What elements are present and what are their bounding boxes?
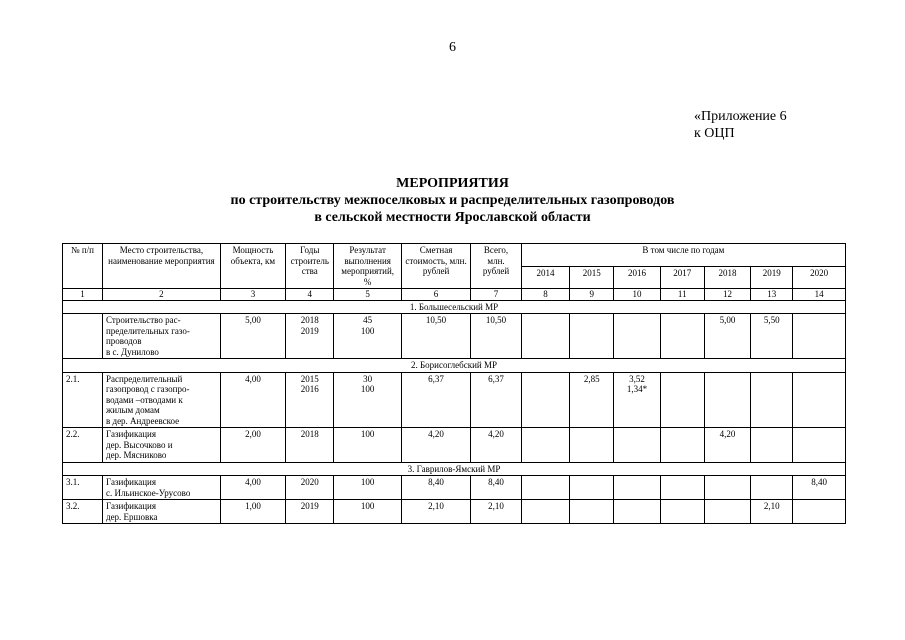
header-years: Годы строительства xyxy=(286,244,334,289)
cell-total: 10,50 xyxy=(471,314,522,359)
cell-estimate: 10,50 xyxy=(401,314,470,359)
cell-num xyxy=(63,314,103,359)
cell-place: Газификация дер. Ершовка xyxy=(102,500,220,524)
cell-y2016 xyxy=(614,500,660,524)
cell-total: 6,37 xyxy=(471,372,522,428)
cell-num: 2.2. xyxy=(63,428,103,463)
cell-y2019: 5,50 xyxy=(751,314,793,359)
cell-years: 2018 xyxy=(286,428,334,463)
cell-y2018: 4,20 xyxy=(704,428,750,463)
cell-y2020 xyxy=(793,372,846,428)
header-year-2019: 2019 xyxy=(751,266,793,289)
title-line-1: МЕРОПРИЯТИЯ xyxy=(396,176,509,191)
cell-result: 100 xyxy=(334,500,401,524)
column-number-13: 13 xyxy=(751,289,793,301)
district-title: 2. Борисоглебский МР xyxy=(63,359,846,373)
cell-estimate: 8,40 xyxy=(401,476,470,500)
cell-result: 100 xyxy=(334,428,401,463)
cell-place: Газификация с. Ильинское-Урусово xyxy=(102,476,220,500)
cell-estimate: 2,10 xyxy=(401,500,470,524)
header-estimate: Сметная стоимость, млн. рублей xyxy=(401,244,470,289)
measures-table xyxy=(62,243,846,524)
appendix-line-1: «Приложение 6 xyxy=(694,109,787,124)
cell-y2015 xyxy=(570,314,614,359)
cell-y2018 xyxy=(704,372,750,428)
column-number-12: 12 xyxy=(704,289,750,301)
cell-result: 100 xyxy=(334,476,401,500)
cell-y2014 xyxy=(521,372,569,428)
cell-place: Строительство рас- пределительных газо- проводов в с. Дунилово xyxy=(102,314,220,359)
header-total: Всего, млн. рублей xyxy=(471,244,522,289)
cell-y2015 xyxy=(570,476,614,500)
cell-years: 2019 xyxy=(286,500,334,524)
header-year-2017: 2017 xyxy=(660,266,704,289)
header-place: Место строительства, наименование мероприятия xyxy=(102,244,220,289)
title-line-2: по строительству межпоселковых и распределительных газопроводов xyxy=(230,193,675,208)
table-row xyxy=(63,372,846,428)
cell-num: 3.2. xyxy=(63,500,103,524)
cell-place: Распределительный газопровод с газопро- водами –отводами к жилым домам в дер. Андреевское xyxy=(102,372,220,428)
district-row xyxy=(63,359,846,373)
header-year-2016: 2016 xyxy=(614,266,660,289)
cell-y2017 xyxy=(660,500,704,524)
header-by-years: В том числе по годам xyxy=(521,244,845,267)
cell-capacity: 5,00 xyxy=(220,314,285,359)
header-result: Результат выполнения мероприятий, % xyxy=(334,244,401,289)
table-row xyxy=(63,500,846,524)
cell-capacity: 4,00 xyxy=(220,476,285,500)
cell-y2020: 8,40 xyxy=(793,476,846,500)
cell-total: 4,20 xyxy=(471,428,522,463)
cell-y2019 xyxy=(751,476,793,500)
cell-y2020 xyxy=(793,428,846,463)
appendix-note xyxy=(694,108,787,142)
header-year-2015: 2015 xyxy=(570,266,614,289)
cell-y2018: 5,00 xyxy=(704,314,750,359)
column-number-1: 1 xyxy=(63,289,103,301)
cell-y2017 xyxy=(660,372,704,428)
cell-years: 2018 2019 xyxy=(286,314,334,359)
table-body xyxy=(63,289,846,524)
district-row xyxy=(63,462,846,476)
cell-y2017 xyxy=(660,476,704,500)
cell-capacity: 2,00 xyxy=(220,428,285,463)
cell-total: 2,10 xyxy=(471,500,522,524)
cell-place: Газификация дер. Высочково и дер. Мясниково xyxy=(102,428,220,463)
district-title: 1. Большесельский МР xyxy=(63,300,846,314)
header-year-2020: 2020 xyxy=(793,266,846,289)
cell-y2018 xyxy=(704,476,750,500)
cell-y2014 xyxy=(521,476,569,500)
cell-y2015 xyxy=(570,428,614,463)
cell-y2017 xyxy=(660,428,704,463)
cell-y2014 xyxy=(521,428,569,463)
cell-total: 8,40 xyxy=(471,476,522,500)
cell-y2018 xyxy=(704,500,750,524)
cell-capacity: 4,00 xyxy=(220,372,285,428)
cell-y2016: 3,52 1,34* xyxy=(614,372,660,428)
cell-years: 2015 2016 xyxy=(286,372,334,428)
cell-estimate: 6,37 xyxy=(401,372,470,428)
column-number-5: 5 xyxy=(334,289,401,301)
cell-y2019 xyxy=(751,428,793,463)
column-number-10: 10 xyxy=(614,289,660,301)
column-number-3: 3 xyxy=(220,289,285,301)
cell-y2016 xyxy=(614,428,660,463)
table-row xyxy=(63,428,846,463)
column-number-7: 7 xyxy=(471,289,522,301)
cell-y2019: 2,10 xyxy=(751,500,793,524)
cell-y2019 xyxy=(751,372,793,428)
title-line-3: в сельской местности Ярославской области xyxy=(314,210,591,225)
cell-y2020 xyxy=(793,314,846,359)
cell-estimate: 4,20 xyxy=(401,428,470,463)
header-capacity: Мощность объекта, км xyxy=(220,244,285,289)
cell-num: 3.1. xyxy=(63,476,103,500)
cell-y2015 xyxy=(570,500,614,524)
column-number-9: 9 xyxy=(570,289,614,301)
table-row xyxy=(63,476,846,500)
cell-years: 2020 xyxy=(286,476,334,500)
cell-result: 30 100 xyxy=(334,372,401,428)
header-year-2014: 2014 xyxy=(521,266,569,289)
district-title: 3. Гаврилов-Ямский МР xyxy=(63,462,846,476)
column-number-6: 6 xyxy=(401,289,470,301)
column-number-2: 2 xyxy=(102,289,220,301)
cell-y2016 xyxy=(614,314,660,359)
district-row xyxy=(63,300,846,314)
header-row xyxy=(63,244,846,267)
table-row xyxy=(63,314,846,359)
cell-y2020 xyxy=(793,500,846,524)
cell-y2017 xyxy=(660,314,704,359)
cell-num: 2.1. xyxy=(63,372,103,428)
cell-y2014 xyxy=(521,500,569,524)
column-number-11: 11 xyxy=(660,289,704,301)
header-year-2018: 2018 xyxy=(704,266,750,289)
cell-y2016 xyxy=(614,476,660,500)
column-number-8: 8 xyxy=(521,289,569,301)
document-title xyxy=(0,175,905,226)
column-number-row xyxy=(63,289,846,301)
header-num: № п/п xyxy=(63,244,103,289)
cell-y2014 xyxy=(521,314,569,359)
appendix-line-2: к ОЦП xyxy=(694,126,735,141)
cell-y2015: 2,85 xyxy=(570,372,614,428)
cell-result: 45 100 xyxy=(334,314,401,359)
column-number-14: 14 xyxy=(793,289,846,301)
column-number-4: 4 xyxy=(286,289,334,301)
cell-capacity: 1,00 xyxy=(220,500,285,524)
page-number: 6 xyxy=(449,40,456,55)
